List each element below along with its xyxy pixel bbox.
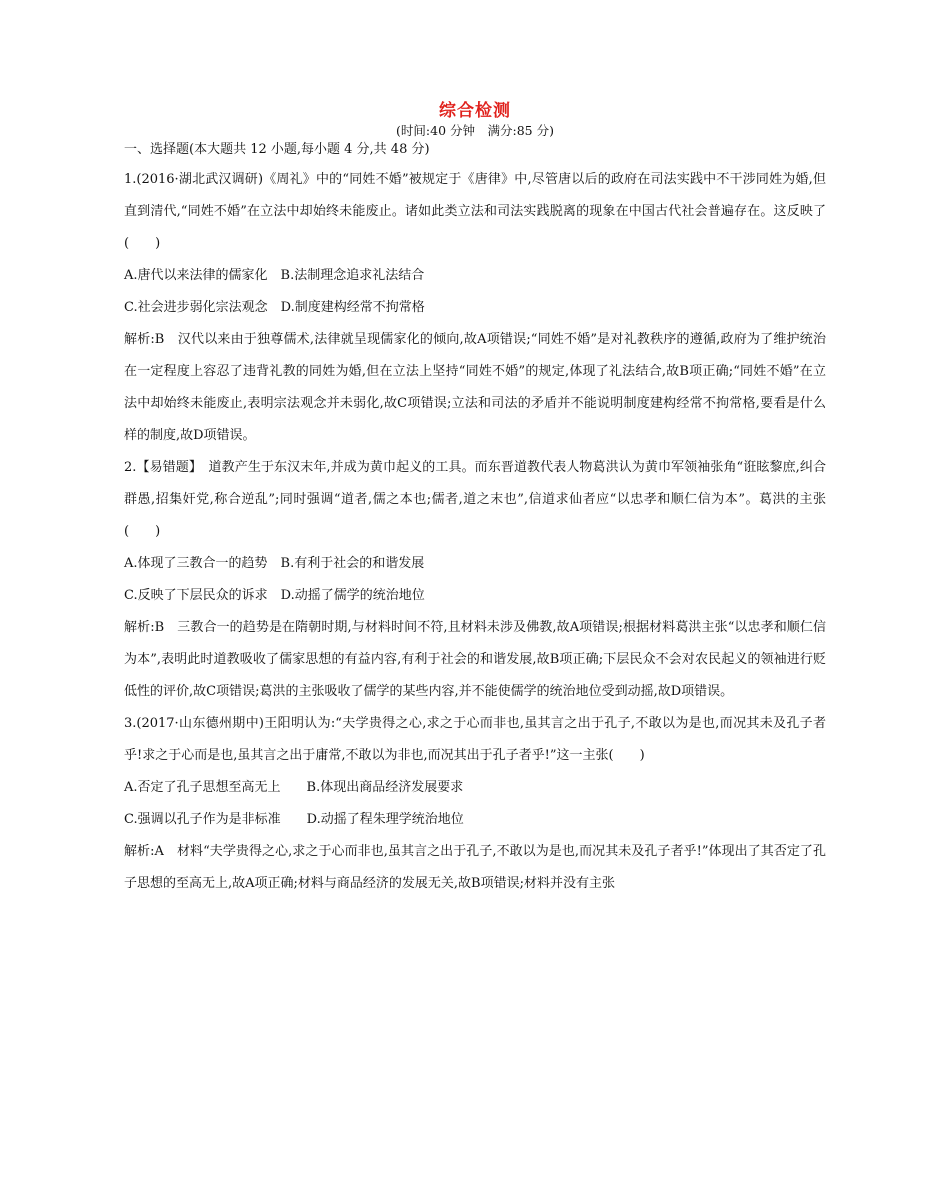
- question-analysis: 解析:A 材料“夫学贵得之心,求之于心而非也,虽其言之出于孔子,不敢以为是也,而况其未及孔子者乎!”体现出了其否定了孔子思想的至高无上,故A项正确;材料与商品经济的发展无关,故B项错误;材料并没有主张: [124, 844, 826, 891]
- exam-info: (时间:40 分钟 满分:85 分): [396, 123, 554, 138]
- question-stem: 3.(2017·山东德州期中)王阳明认为:“夫学贵得之心,求之于心而非也,虽其言之出于孔子,不敢以为是也,而况其未及孔子者乎!求之于心而是也,虽其言之出于庸常,不敢以为非也,而况其出于孔子者乎!”这一主张( ): [124, 716, 826, 763]
- options-ab: A.唐代以来法律的儒家化 B.法制理念追求礼法结合: [124, 268, 425, 283]
- options-ab: A.否定了孔子思想至高无上 B.体现出商品经济发展要求: [124, 780, 464, 795]
- question-analysis: 解析:B 汉代以来由于独尊儒术,法律就呈现儒家化的倾向,故A项错误;“同姓不婚”是对礼教秩序的遵循,政府为了维护统治在一定程度上容忍了违背礼教的同姓为婚,但在立法上坚持“同姓不婚”的规定,体现了礼法结合,故B项正确;“同姓不婚”在立法中却始终未能废止,表明宗法观念并未弱化,故C项错误;立法和司法的矛盾并不能说明制度建构经常不拘常格,要看是什么样的制度,故D项错误。: [124, 332, 826, 443]
- options-cd: C.反映了下层民众的诉求 D.动摇了儒学的统治地位: [124, 588, 425, 603]
- page-title: 综合检测: [439, 101, 511, 121]
- question-3: [124, 708, 826, 900]
- options-ab: A.体现了三教合一的趋势 B.有利于社会的和谐发展: [124, 556, 425, 571]
- question-stem: 1.(2016·湖北武汉调研)《周礼》中的“同姓不婚”被规定于《唐律》中,尽管唐以后的政府在司法实践中不干涉同姓为婚,但直到清代,“同姓不婚”在立法中却始终未能废止。诸如此类立法和司法实践脱离的现象在中国古代社会普遍存在。这反映了( ): [124, 172, 826, 251]
- options-cd: C.强调以孔子作为是非标准 D.动摇了程朱理学统治地位: [124, 812, 464, 827]
- document-page: [124, 100, 826, 900]
- question-analysis: 解析:B 三教合一的趋势是在隋朝时期,与材料时间不符,且材料未涉及佛教,故A项错误;根据材料葛洪主张“以忠孝和顺仁信为本”,表明此时道教吸收了儒家思想的有益内容,有利于社会的和谐发展,故B项正确;下层民众不会对农民起义的领袖进行贬低性的评价,故C项错误;葛洪的主张吸收了儒学的某些内容,并不能使儒学的统治地位受到动摇,故D项错误。: [124, 620, 826, 699]
- options-cd: C.社会进步弱化宗法观念 D.制度建构经常不拘常格: [124, 300, 425, 315]
- question-2: [124, 452, 826, 708]
- question-stem: 2.【易错题】 道教产生于东汉末年,并成为黄巾起义的工具。而东晋道教代表人物葛洪认为黄巾军领袖张角“诳眩黎庶,纠合群愚,招集奸党,称合逆乱”;同时强调“道者,儒之本也;儒者,道之末也”,信道求仙者应“以忠孝和顺仁信为本”。葛洪的主张( ): [124, 460, 826, 539]
- question-1: [124, 164, 826, 452]
- section-heading: 一、选择题(本大题共 12 小题,每小题 4 分,共 48 分): [124, 142, 430, 157]
